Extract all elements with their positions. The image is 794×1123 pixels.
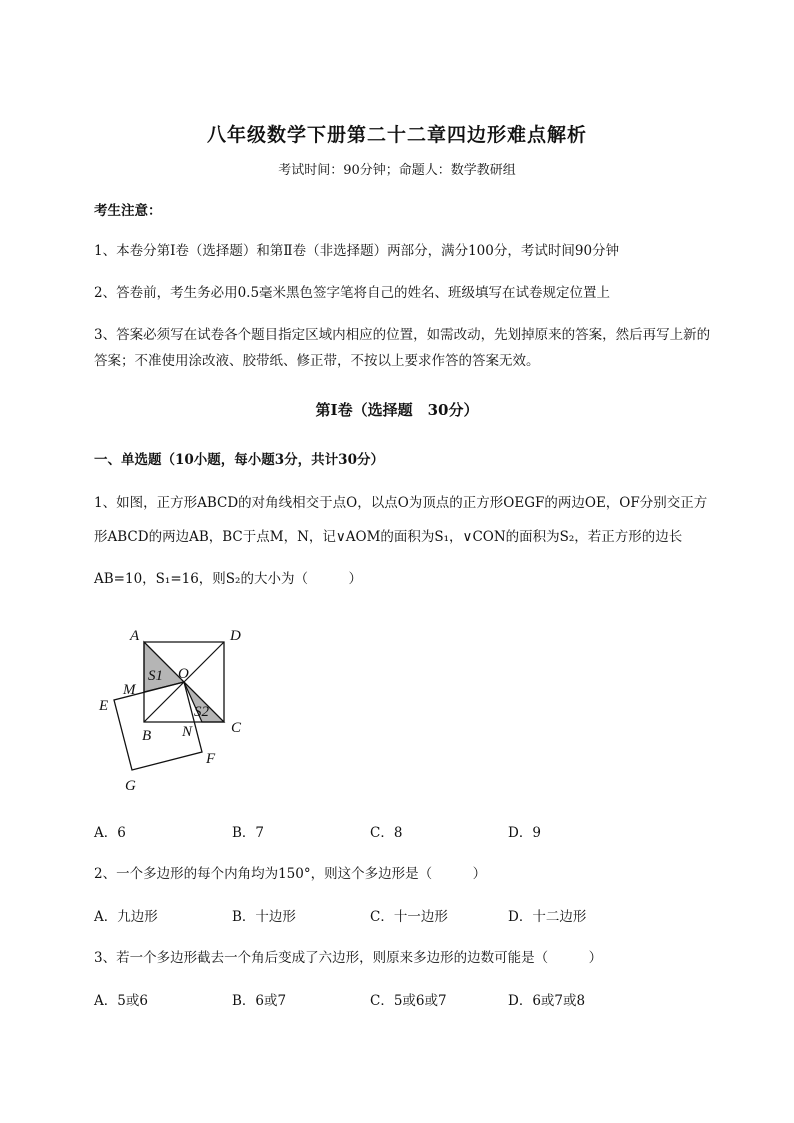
label-a: A (130, 628, 140, 644)
question-1-option-d[interactable]: D．9 (508, 825, 541, 841)
page-subtitle: 考试时间：90分钟；命题人：数学教研组 (278, 163, 516, 178)
question-3-option-a[interactable]: A．5或6 (94, 993, 148, 1009)
label-s2: S2 (194, 704, 209, 720)
question-2-option-c[interactable]: C．十一边形 (370, 909, 448, 925)
label-f: F (206, 751, 216, 767)
section-title: 第I卷（选择题 30分） (315, 401, 479, 419)
question-1-option-c[interactable]: C．8 (370, 825, 403, 841)
question-2-option-a[interactable]: A．九边形 (94, 909, 158, 925)
question-2-text: 2、一个多边形的每个内角均为150°，则这个多边形是（ ） (94, 866, 487, 882)
question-3-option-c[interactable]: C．5或6或7 (370, 993, 447, 1009)
label-d: D (230, 628, 241, 644)
label-c: C (231, 720, 242, 736)
label-n: N (182, 724, 193, 740)
question-1-options (94, 821, 694, 841)
notice-item-2: 2、答卷前，考生务必用0.5毫米黑色签字笔将自己的姓名、班级填写在试卷规定位置上 (94, 285, 611, 301)
label-s1: S1 (148, 668, 163, 684)
question-3-option-d[interactable]: D．6或7或8 (508, 993, 586, 1009)
label-e: E (99, 698, 109, 714)
label-o: O (178, 666, 189, 682)
question-1-line-3: AB=10，S₁=16，则S₂的大小为（ ） (94, 571, 362, 587)
page-title: 八年级数学下册第二十二章四边形难点解析 (206, 124, 587, 146)
notice-item-3: 3、答案必须写在试卷各个题目指定区域内相应的位置，如需改动，先划掉原来的答案，然后再写上新的答案；不准使用涂改液、胶带纸、修正带，不按以上要求作答的答案无效。 (94, 327, 711, 369)
label-g: G (125, 778, 136, 794)
label-b: B (142, 728, 152, 744)
question-2-options (94, 905, 694, 925)
question-2-option-d[interactable]: D．十二边形 (508, 909, 587, 925)
question-3-options (94, 989, 694, 1009)
square-figure (90, 620, 270, 810)
part-title: 一、单选题（10小题，每小题3分，共计30分） (94, 452, 384, 468)
question-2-option-b[interactable]: B．十边形 (232, 909, 296, 925)
question-1-line-2: 形ABCD的两边AB，BC于点M，N，记∨AOM的面积为S₁，∨CON的面积为S₂，若正方形的边长 (94, 529, 683, 545)
notice-heading: 考生注意： (94, 203, 162, 219)
question-3-option-b[interactable]: B．6或7 (232, 993, 287, 1009)
notice-item-1: 1、本卷分第I卷（选择题）和第Ⅱ卷（非选择题）两部分，满分100分，考试时间90分钟 (94, 243, 620, 259)
label-m: M (123, 682, 136, 698)
question-3-text: 3、若一个多边形截去一个角后变成了六边形，则原来多边形的边数可能是（ ） (94, 950, 603, 966)
question-1-option-a[interactable]: A．6 (94, 825, 126, 841)
question-1-line-1: 1、如图，正方形ABCD的对角线相交于点O，以点O为顶点的正方形OEGF的两边OE，OF分别交正方 (94, 495, 708, 511)
question-1-option-b[interactable]: B．7 (232, 825, 265, 841)
